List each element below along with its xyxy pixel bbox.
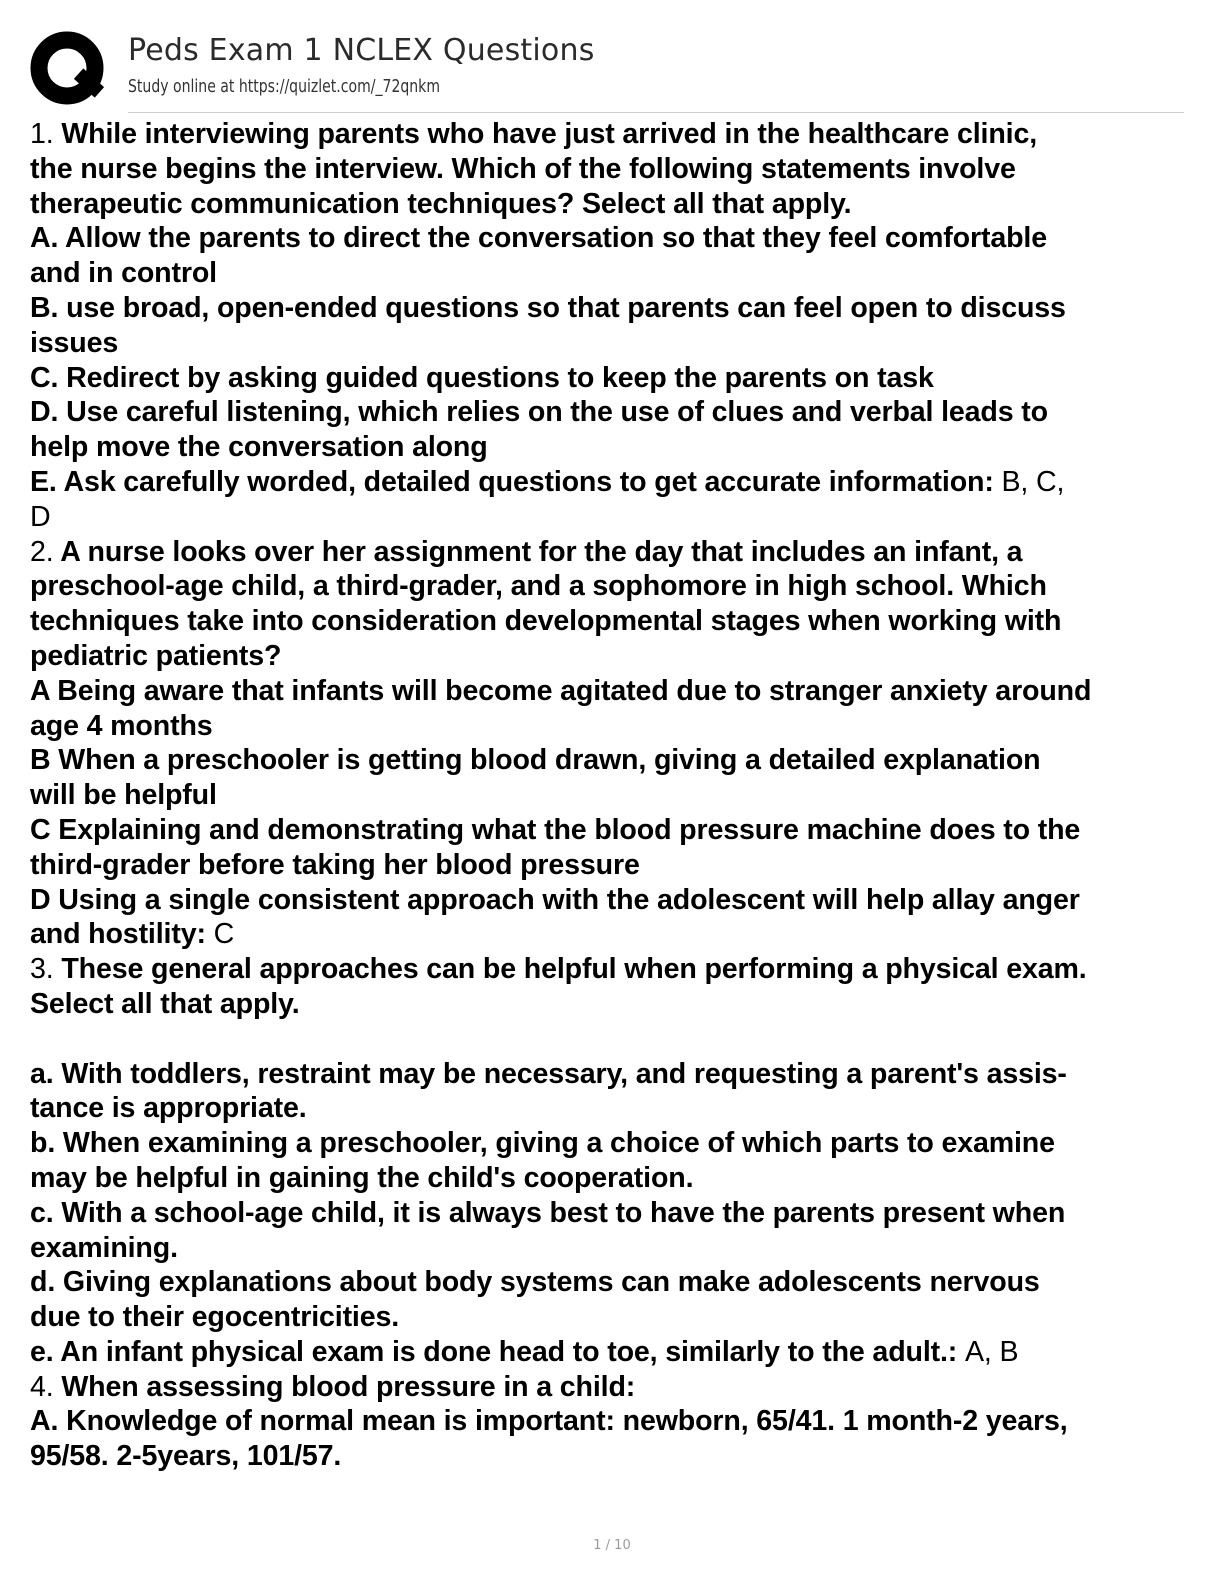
question-line: preschool-age child, a third-grader, and a sophomore in high school. Which bbox=[30, 570, 1047, 603]
option-line: A Being aware that infants will become agitated due to stranger anxiety around bbox=[30, 674, 1092, 707]
question-line: therapeutic communication techniques? Select all that apply. bbox=[30, 187, 852, 220]
question-text: These general approaches can be helpful when performing a physical exam. bbox=[61, 953, 1087, 986]
option-text: E. Ask carefully worded, detailed questions to get accurate information: bbox=[30, 465, 994, 498]
question-line: the nurse begins the interview. Which of the following statements involve bbox=[30, 152, 1016, 185]
question-text: A nurse looks over her assignment for the day that includes an infant, a bbox=[60, 535, 1023, 568]
option-line: D. Use careful listening, which relies on the use of clues and verbal leads to bbox=[30, 396, 1048, 429]
option-text: e. An infant physical exam is done head to toe, similarly to the adult.: bbox=[30, 1335, 958, 1368]
option-line: d. Giving explanations about body systems can make adolescents nervous bbox=[30, 1266, 1040, 1299]
option-line: examining. bbox=[30, 1231, 178, 1264]
question-number: 4. bbox=[30, 1370, 54, 1403]
page-header bbox=[30, 28, 1184, 114]
answer-line bbox=[30, 500, 1190, 535]
option-line: third-grader before taking her blood pressure bbox=[30, 848, 640, 881]
quizlet-q-logo bbox=[30, 30, 108, 108]
option-line: D Using a single consistent approach with the adolescent will help allay anger bbox=[30, 883, 1080, 916]
option-line: a. With toddlers, restraint may be necessary, and requesting a parent's assis- bbox=[30, 1057, 1067, 1090]
option-line: will be helpful bbox=[30, 779, 217, 812]
option-line: may be helpful in gaining the child's cooperation. bbox=[30, 1161, 694, 1194]
option-line: c. With a school-age child, it is always best to have the parents present when bbox=[30, 1196, 1066, 1229]
blank-line bbox=[30, 1022, 1190, 1057]
option-line: issues bbox=[30, 326, 119, 359]
answer: D bbox=[30, 500, 51, 533]
question-text: While interviewing parents who have just arrived in the healthcare clinic, bbox=[61, 118, 1037, 150]
study-link[interactable]: Study online at https://quizlet.com/_72qnkm bbox=[128, 76, 440, 97]
option-line: and in control bbox=[30, 257, 217, 290]
question-line: techniques take into consideration developmental stages when working with bbox=[30, 605, 1062, 638]
question-line bbox=[30, 535, 1190, 570]
question-line: Select all that apply. bbox=[30, 987, 300, 1020]
option-line bbox=[30, 917, 1190, 952]
question-text: When assessing blood pressure in a child: bbox=[61, 1370, 636, 1403]
question-number: 1. bbox=[30, 118, 54, 150]
option-line: A. Knowledge of normal mean is important: newborn, 65/41. 1 month-2 years, bbox=[30, 1405, 1068, 1438]
option-line: C. Redirect by asking guided questions to keep the parents on task bbox=[30, 361, 934, 394]
option-line: tance is appropriate. bbox=[30, 1092, 307, 1125]
answer: C bbox=[213, 918, 235, 951]
page-number: 1 / 10 bbox=[593, 1538, 631, 1553]
question-number: 3. bbox=[30, 953, 54, 986]
option-line: due to their egocentricities. bbox=[30, 1301, 400, 1334]
header-text bbox=[128, 32, 595, 99]
option-line: C Explaining and demonstrating what the blood pressure machine does to the bbox=[30, 813, 1081, 846]
option-line: 95/58. 2-5years, 101/57. bbox=[30, 1440, 342, 1473]
option-line: B. use broad, open-ended questions so that parents can feel open to discuss bbox=[30, 291, 1066, 324]
option-line: A. Allow the parents to direct the conversation so that they feel comfortable bbox=[30, 222, 1047, 255]
answer: B, C, bbox=[1001, 465, 1065, 498]
option-line: help move the conversation along bbox=[30, 431, 488, 464]
question-number: 2. bbox=[30, 535, 54, 568]
question-line: pediatric patients? bbox=[30, 639, 282, 672]
question-line bbox=[30, 952, 1190, 987]
header-divider bbox=[128, 112, 1184, 113]
answer: A, B bbox=[964, 1335, 1019, 1368]
question-line bbox=[30, 1370, 1190, 1405]
question-line bbox=[30, 117, 1190, 152]
questions-body bbox=[30, 117, 1190, 1474]
option-line bbox=[30, 465, 1190, 500]
option-line bbox=[30, 1335, 1190, 1370]
document-title: Peds Exam 1 NCLEX Questions bbox=[128, 33, 595, 68]
option-line: b. When examining a preschooler, giving a choice of which parts to examine bbox=[30, 1127, 1055, 1160]
option-text: and hostility: bbox=[30, 918, 206, 951]
option-line: age 4 months bbox=[30, 709, 213, 742]
option-line: B When a preschooler is getting blood drawn, giving a detailed explanation bbox=[30, 744, 1041, 777]
